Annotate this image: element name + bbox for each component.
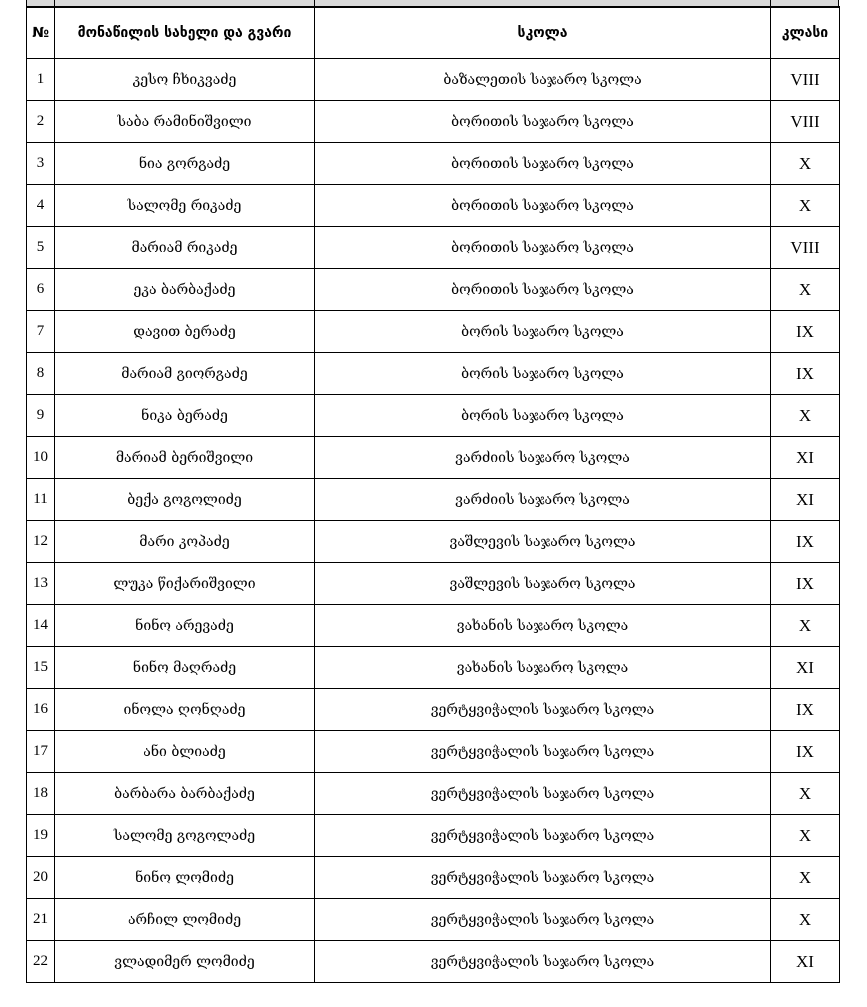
row-number: 7	[27, 311, 55, 353]
participant-name: ლუკა წიქარიშვილი	[55, 563, 315, 605]
table-row	[27, 941, 840, 983]
grade-cell: IX	[771, 353, 840, 395]
table-row	[27, 521, 840, 563]
table-row	[27, 143, 840, 185]
table-row	[27, 395, 840, 437]
row-number: 22	[27, 941, 55, 983]
row-number: 5	[27, 227, 55, 269]
participant-name: დავით ბერაძე	[55, 311, 315, 353]
participant-name: ნინო არევაძე	[55, 605, 315, 647]
participant-name: მარი კოპაძე	[55, 521, 315, 563]
row-number: 21	[27, 899, 55, 941]
grade-cell: VIII	[771, 227, 840, 269]
table-row	[27, 269, 840, 311]
school-name: ვერტყვიჭალის საჯარო სკოლა	[315, 899, 771, 941]
participant-name: ანი ბლიაძე	[55, 731, 315, 773]
grade-cell: X	[771, 773, 840, 815]
participant-name: ბექა გოგოლიძე	[55, 479, 315, 521]
table-row	[27, 563, 840, 605]
participant-name: ბარბარა ბარბაქაძე	[55, 773, 315, 815]
row-number: 4	[27, 185, 55, 227]
school-name: ბორის საჯარო სკოლა	[315, 353, 771, 395]
grade-cell: IX	[771, 731, 840, 773]
table-row	[27, 689, 840, 731]
table-row	[27, 605, 840, 647]
grade-cell: IX	[771, 311, 840, 353]
row-number: 18	[27, 773, 55, 815]
grade-cell: X	[771, 899, 840, 941]
school-name: ვაშლევის საჯარო სკოლა	[315, 563, 771, 605]
grade-cell: VIII	[771, 101, 840, 143]
row-number: 6	[27, 269, 55, 311]
participant-name: ვლადიმერ ლომიძე	[55, 941, 315, 983]
header-grade: კლასი	[771, 7, 840, 59]
participant-name: სალომე რიკაძე	[55, 185, 315, 227]
table-row	[27, 731, 840, 773]
grade-cell: IX	[771, 689, 840, 731]
school-name: ბორითის საჯარო სკოლა	[315, 101, 771, 143]
header-name: მონაწილის სახელი და გვარი	[55, 7, 315, 59]
grade-cell: X	[771, 395, 840, 437]
table-row	[27, 437, 840, 479]
row-number: 20	[27, 857, 55, 899]
participant-name: კესო ჩხიკვაძე	[55, 59, 315, 101]
participant-name: სალომე გოგოლაძე	[55, 815, 315, 857]
table-row	[27, 773, 840, 815]
participant-name: ეკა ბარბაქაძე	[55, 269, 315, 311]
participant-name: საბა რამინიშვილი	[55, 101, 315, 143]
table-row	[27, 59, 840, 101]
table-row	[27, 647, 840, 689]
school-name: ბორითის საჯარო სკოლა	[315, 227, 771, 269]
participant-name: ნიკა ბერაძე	[55, 395, 315, 437]
row-number: 13	[27, 563, 55, 605]
row-number: 17	[27, 731, 55, 773]
grade-cell: IX	[771, 563, 840, 605]
row-number: 1	[27, 59, 55, 101]
grade-cell: XI	[771, 437, 840, 479]
table-row	[27, 101, 840, 143]
table-row	[27, 479, 840, 521]
table-row	[27, 899, 840, 941]
row-number: 16	[27, 689, 55, 731]
school-name: ვარძიის საჯარო სკოლა	[315, 437, 771, 479]
row-number: 9	[27, 395, 55, 437]
grade-cell: XI	[771, 479, 840, 521]
row-number: 19	[27, 815, 55, 857]
row-number: 8	[27, 353, 55, 395]
header-school: სკოლა	[315, 7, 771, 59]
row-number: 12	[27, 521, 55, 563]
school-name: ვახანის საჯარო სკოლა	[315, 605, 771, 647]
school-name: ვაშლევის საჯარო სკოლა	[315, 521, 771, 563]
school-name: ვერტყვიჭალის საჯარო სკოლა	[315, 689, 771, 731]
table-row	[27, 185, 840, 227]
table-row	[27, 227, 840, 269]
school-name: ბაზალეთის საჯარო სკოლა	[315, 59, 771, 101]
row-number: 2	[27, 101, 55, 143]
school-name: ვერტყვიჭალის საჯარო სკოლა	[315, 815, 771, 857]
school-name: ბორის საჯარო სკოლა	[315, 395, 771, 437]
header-row	[27, 7, 840, 59]
table-header	[27, 7, 840, 59]
table-row	[27, 311, 840, 353]
participant-name: მარიამ გიორგაძე	[55, 353, 315, 395]
participant-name: არჩილ ლომიძე	[55, 899, 315, 941]
header-number: №	[27, 7, 55, 59]
school-name: ვერტყვიჭალის საჯარო სკოლა	[315, 941, 771, 983]
grade-cell: X	[771, 815, 840, 857]
school-name: ბორითის საჯარო სკოლა	[315, 269, 771, 311]
school-name: ვერტყვიჭალის საჯარო სკოლა	[315, 731, 771, 773]
participant-name: ნია გორგაძე	[55, 143, 315, 185]
school-name: ვახანის საჯარო სკოლა	[315, 647, 771, 689]
participant-name: ნინო ლომიძე	[55, 857, 315, 899]
grade-cell: XI	[771, 647, 840, 689]
school-name: ვერტყვიჭალის საჯარო სკოლა	[315, 773, 771, 815]
school-name: ბორითის საჯარო სკოლა	[315, 143, 771, 185]
grade-cell: X	[771, 143, 840, 185]
grade-cell: X	[771, 269, 840, 311]
row-number: 14	[27, 605, 55, 647]
participants-table	[26, 6, 840, 983]
grade-cell: XI	[771, 941, 840, 983]
grade-cell: X	[771, 605, 840, 647]
row-number: 10	[27, 437, 55, 479]
participant-name: ნინო მაღრაძე	[55, 647, 315, 689]
grade-cell: X	[771, 857, 840, 899]
participant-name: ინოლა ღონღაძე	[55, 689, 315, 731]
table-row	[27, 857, 840, 899]
row-number: 15	[27, 647, 55, 689]
table-body	[27, 59, 840, 983]
school-name: ბორის საჯარო სკოლა	[315, 311, 771, 353]
school-name: ვერტყვიჭალის საჯარო სკოლა	[315, 857, 771, 899]
participant-name: მარიამ ბერიშვილი	[55, 437, 315, 479]
table-row	[27, 353, 840, 395]
grade-cell: X	[771, 185, 840, 227]
participant-name: მარიამ რიკაძე	[55, 227, 315, 269]
school-name: ბორითის საჯარო სკოლა	[315, 185, 771, 227]
grade-cell: VIII	[771, 59, 840, 101]
grade-cell: IX	[771, 521, 840, 563]
row-number: 11	[27, 479, 55, 521]
row-number: 3	[27, 143, 55, 185]
school-name: ვარძიის საჯარო სკოლა	[315, 479, 771, 521]
table-row	[27, 815, 840, 857]
